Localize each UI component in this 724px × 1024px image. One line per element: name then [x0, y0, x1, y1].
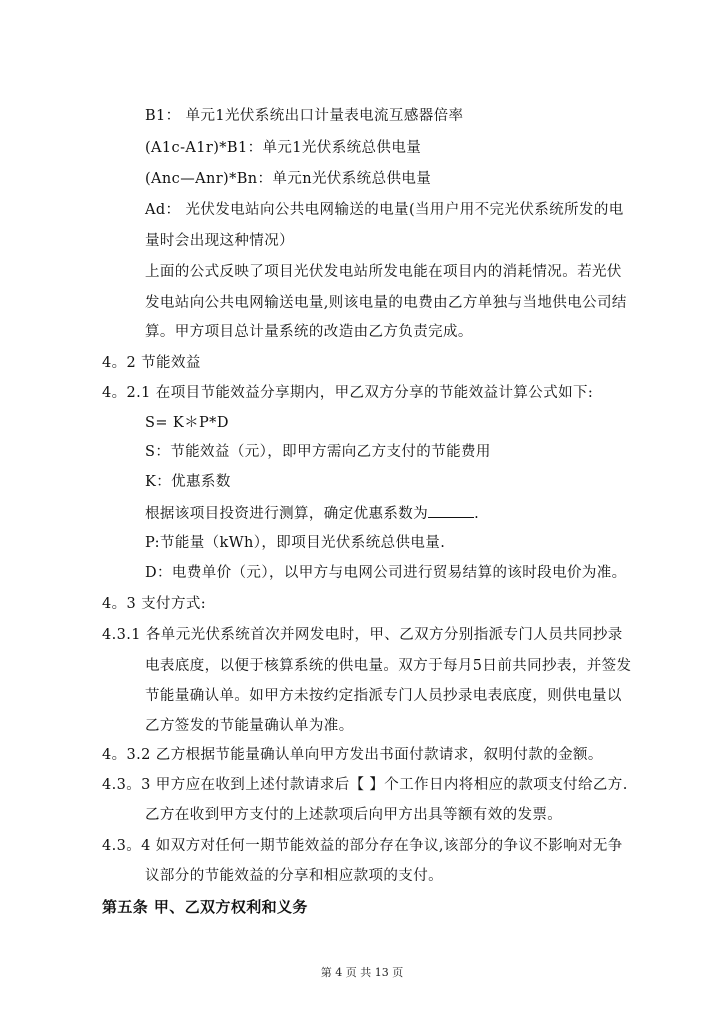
text-line: B1： 单元1光伏系统出口计量表电流互感器倍率: [145, 108, 464, 124]
text-line: 发电站向公共电网输送电量,则该电量的电费由乙方单独与当地供电公司结: [145, 295, 627, 311]
text-line: 电表底度，以便于核算系统的供电量。双方于每月5日前共同抄表，并签发: [145, 658, 632, 674]
text-line: 4。3.2 乙方根据节能量确认单向甲方发出书面付款请求，叙明付款的金额。: [102, 747, 603, 763]
section-heading: 4。2 节能效益: [102, 355, 201, 371]
text-line: 乙方在收到甲方支付的上述款项后向甲方出具等额有效的发票。: [145, 807, 563, 823]
text-segment: 根据该项目投资进行测算，确定优惠系数为: [145, 506, 429, 522]
formula-line: S= K＊P*D: [145, 415, 229, 431]
text-line: 节能量确认单。如甲方未按约定指派专门人员抄录电表底度，则供电量以: [145, 688, 622, 704]
text-line: 算。甲方项目总计量系统的改造由乙方负责完成。: [145, 324, 473, 340]
text-line: K：优惠系数: [145, 474, 231, 490]
text-line: P:节能量（kWh），即项目光伏系统总供电量.: [145, 535, 446, 551]
text-line: 上面的公式反映了项目光伏发电站所发电能在项目内的消耗情况。若光伏: [145, 264, 622, 280]
text-line: 乙方签发的节能量确认单为准。: [145, 718, 354, 734]
text-line: 4.3。3 甲方应在收到上述付款请求后【 】个工作日内将相应的款项支付给乙方.: [102, 777, 628, 793]
section-heading: 4。3 支付方式:: [102, 596, 207, 612]
text-line: S：节能效益（元），即甲方需向乙方支付的节能费用: [145, 444, 491, 460]
text-line: 4。2.1 在项目节能效益分享期内，甲乙双方分享的节能效益计算公式如下:: [102, 385, 594, 401]
text-line: [145, 503, 479, 524]
text-line: (A1c-A1r)*B1：单元1光伏系统总供电量: [145, 140, 422, 156]
text-segment: .: [474, 506, 480, 522]
text-line: Ad： 光伏发电站向公共电网输送的电量(当用户用不完光伏系统所发的电: [145, 202, 624, 218]
article-heading: 第五条 甲、乙双方权利和义务: [102, 898, 308, 916]
page-number-footer: 第 4 页 共 13 页: [320, 966, 404, 979]
text-line: (Anc—Anr)*Bn：单元n光伏系统总供电量: [145, 171, 432, 187]
text-line: 4.3.1 各单元光伏系统首次并网发电时，甲、乙双方分别指派专门人员共同抄录: [102, 627, 623, 643]
text-line: 议部分的节能效益的分享和相应款项的支付。: [145, 868, 443, 884]
text-line: 4.3。4 如双方对任何一期节能效益的部分存在争议,该部分的争议不影响对无争: [102, 838, 623, 854]
text-line: D：电费单价（元），以甲方与电网公司进行贸易结算的该时段电价为准。: [145, 565, 627, 581]
fill-in-blank[interactable]: [428, 503, 474, 518]
text-line: 量时会出现这种情况）: [145, 233, 294, 249]
